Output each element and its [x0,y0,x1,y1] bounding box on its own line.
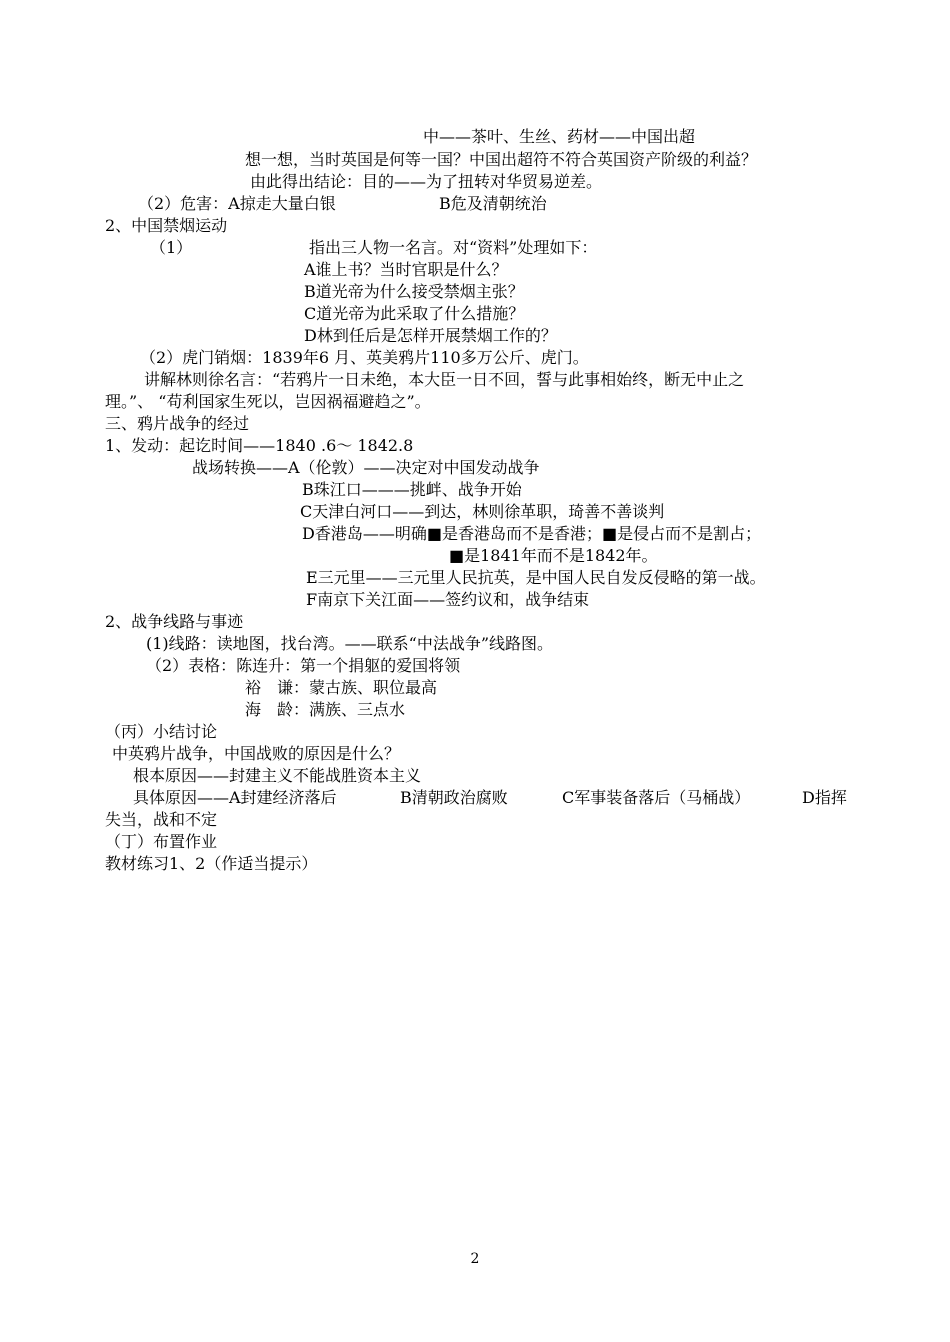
text-line: 海 龄：满族、三点水 [245,700,406,719]
text-line: B珠江口———挑衅、战争开始 [302,480,522,499]
text-line: A谁上书？当时官职是什么？ [304,260,508,279]
text-line: （2）危害：A掠走大量白银 [138,194,336,213]
text-line: （2）虎门销烟：1839年6 月、英美鸦片110多万公斤、虎门。 [140,348,589,367]
text-line: 裕 谦：蒙古族、职位最高 [245,678,438,697]
text-line: ■是1841年而不是1842年。 [449,546,658,565]
section-heading: （丁）布置作业 [105,832,218,851]
text-line: 讲解林则徐名言：“若鸦片一日未绝，本大臣一日不回，誓与此事相始终，断无中止之 [144,370,745,389]
text-line: 由此得出结论：目的——为了扭转对华贸易逆差。 [250,172,603,191]
text-line: 理。”、 “苟利国家生死以，岂因祸福避趋之”。 [105,392,431,411]
text-line: (1)线路：读地图，找台湾。——联系“中法战争”线路图。 [146,634,554,653]
text-line: 根本原因——封建主义不能战胜资本主义 [133,766,422,785]
text-line: 具体原因——A封建经济落后 [133,788,337,807]
section-heading: 2、战争线路与事迹 [105,612,244,631]
text-line: D林到任后是怎样开展禁烟工作的？ [304,326,557,345]
page-number: 2 [470,1251,480,1267]
text-line: B道光帝为什么接受禁烟主张？ [304,282,524,301]
section-heading: 三、鸦片战争的经过 [105,414,250,433]
text-line: E三元里——三元里人民抗英，是中国人民自发反侵略的第一战。 [306,568,766,587]
text-line: C天津白河口——到达，林则徐革职，琦善不善谈判 [300,502,665,521]
text-line: B危及清朝统治 [439,194,547,213]
text-line: C军事装备落后（马桶战） [562,788,751,807]
text-line: （2）表格：陈连升：第一个捐躯的爱国将领 [146,656,461,675]
text-line: 指出三人物一名言。对“资料”处理如下： [309,238,598,257]
text-line: 想一想，当时英国是何等一国？中国出超符不符合英国资产阶级的利益？ [245,150,758,169]
text-line: D香港岛——明确■是香港岛而不是香港；■是侵占而不是割占； [302,524,762,543]
text-line: B清朝政治腐败 [400,788,508,807]
text-line: 1、发动：起讫时间——1840 .6～ 1842.8 [105,436,414,455]
text-line: 战场转换——A（伦敦）——决定对中国发动战争 [192,458,540,477]
text-line: 教材练习1、2（作适当提示） [105,854,318,873]
text-line: 中英鸦片战争，中国战败的原因是什么？ [112,744,401,763]
section-heading: 2、中国禁烟运动 [105,216,228,235]
text-line: （1） [150,238,193,257]
text-line: D指挥 [802,788,847,807]
text-line: C道光帝为此采取了什么措施？ [304,304,525,323]
section-heading: （丙）小结讨论 [105,722,218,741]
text-line: 失当，战和不定 [105,810,218,829]
text-line: F南京下关江面——签约议和，战争结束 [306,590,590,609]
text-line: 中——茶叶、生丝、药材——中国出超 [423,127,696,146]
